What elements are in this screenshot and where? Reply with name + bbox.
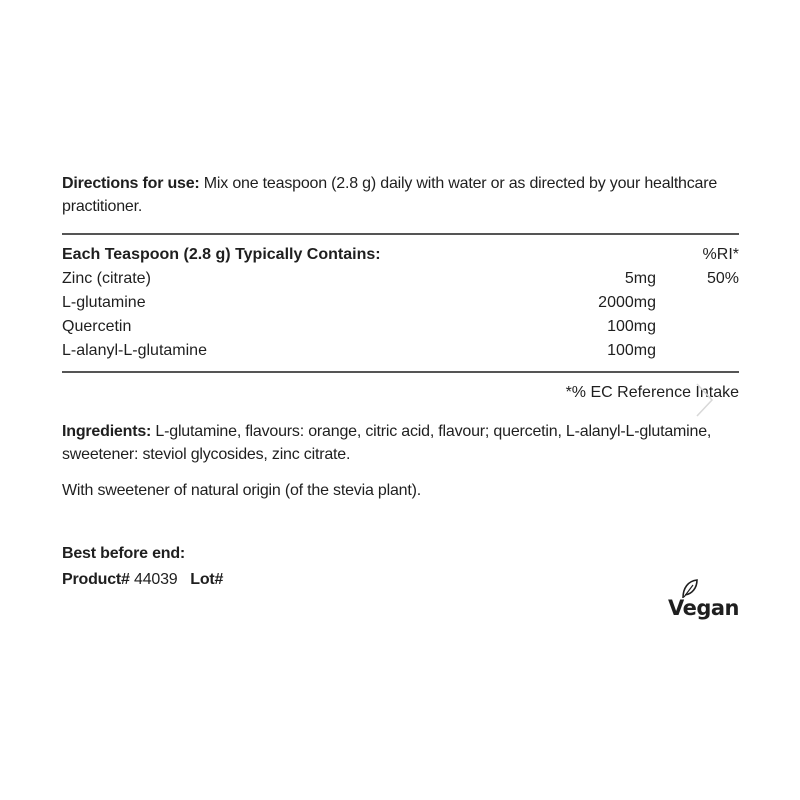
directions <box>62 172 739 218</box>
nutrition-header: Each Teaspoon (2.8 g) Typically Contains: <box>62 246 381 263</box>
nutrient-amount: 2000mg <box>598 294 656 311</box>
directions-label: Directions for use: <box>62 175 200 192</box>
product-line <box>62 568 739 591</box>
lot-label: Lot# <box>190 571 224 588</box>
nutrient-amount: 5mg <box>624 270 656 287</box>
nutrient-ri <box>656 340 739 364</box>
origin-note: With sweetener of natural origin (of the stevia plant). <box>62 482 421 499</box>
chevron-right-icon <box>694 380 716 420</box>
nutrition-row <box>62 340 739 364</box>
nutrition-row <box>62 268 739 292</box>
ingredients-text: L-glutamine, flavours: orange, citric acid, flavour; quercetin, L-alanyl-L-glutamine, sweetener: steviol glycosides, zinc citrate. <box>62 423 712 463</box>
nutrient-name: Zinc (citrate) <box>62 270 151 287</box>
label-panel <box>62 172 739 591</box>
nutrition-table <box>62 244 739 364</box>
nutrient-amount: 100mg <box>607 318 656 335</box>
nutrient-ri: 50% <box>706 270 739 287</box>
nutrient-ri <box>656 316 739 340</box>
nutrient-name: L-glutamine <box>62 294 146 311</box>
table-bottom-rule <box>62 371 739 373</box>
best-before: Best before end: <box>62 545 186 562</box>
nutrient-ri <box>656 292 739 316</box>
ingredients-label: Ingredients: <box>62 423 152 440</box>
vegan-logo <box>668 578 740 620</box>
ingredients <box>62 420 739 466</box>
nutrition-header-row <box>62 244 739 268</box>
product-label: Product# <box>62 571 130 588</box>
vegan-logo-text: Vegan <box>668 596 739 620</box>
nutrient-amount: 100mg <box>607 342 656 359</box>
table-top-rule <box>62 233 739 235</box>
nutrient-name: L-alanyl-L-glutamine <box>62 342 207 359</box>
ri-header: %RI* <box>702 246 739 263</box>
ri-footnote: *% EC Reference Intake <box>565 384 739 401</box>
nutrition-row <box>62 292 739 316</box>
nutrition-row <box>62 316 739 340</box>
directions-text: Mix one teaspoon (2.8 g) daily with water or as directed by your healthcare practitioner. <box>62 175 718 215</box>
nutrient-name: Quercetin <box>62 318 132 335</box>
product-number: 44039 <box>134 571 178 588</box>
